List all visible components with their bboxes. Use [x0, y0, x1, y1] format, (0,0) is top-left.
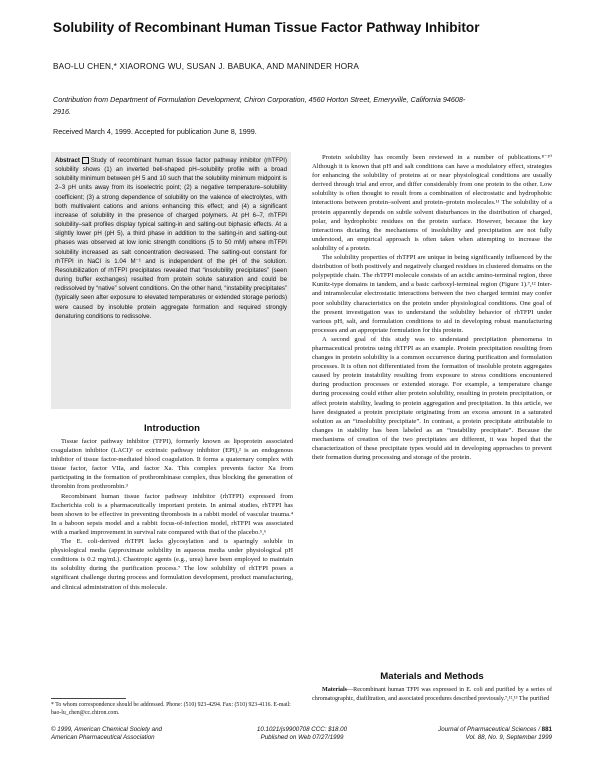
- doi-footer: [232, 726, 372, 742]
- author-list: BAO-LU CHEN,* XIAORONG WU, SUSAN J. BABUKA, AND MANINDER HORA: [53, 62, 360, 71]
- volume-line: Vol. 88, No. 9, September 1999: [465, 734, 552, 742]
- correspondence-footnote: * To whom correspondence should be addressed. Phone: (510) 923-4294. Fax: (510) 923-4116. E-mail: bao-lu_chen@cc.chiron.com.: [51, 702, 291, 717]
- materials-methods-body: [312, 686, 552, 703]
- paragraph: The solubility properties of rhTFPI are unique in being significantly influenced by the distribution of both positively and negatively charged residues in clustered domains on the polypeptide chain. The rhTFPI molecule consists of an acidic amino-terminal region, three Kunitz-type domains in tandem, and a basic carboxyl-terminal region (Figure 1).⁷,¹² Inter- and intramolecular electrostatic interactions between the two charged termini may confer poor solubility characteristics on the protein under physiological conditions. One goal of the present investigation was to understand the solubility behavior of rhTFPI under various pH, salt, and formulation conditions to aid in developing robust manufacturing processes and an appropriate formulation for this protein.: [312, 254, 552, 334]
- abstract: [55, 156, 287, 321]
- paragraph: A second goal of this study was to understand precipitation phenomena in pharmaceutical proteins using rhTFPI as an example. Protein precipitation resulting from changes in protein solubility is a common occurrence during purification and formulation processes. It is often not differentiated from the formation of insoluble protein aggregates caused by protein instability resulting from exposure to stress conditions encountered during production processes or extended storage. For example, a temperature change during processing could either alter protein solubility, resulting in protein precipitation, or affect protein stability, leading to protein aggregation and precipitation. In this article, we have designated a protein precipitate originating from an excess amount in a saturated solution as an “insolubility precipitate”. In contrast, a protein precipitate attributable to changes in stability has been labeled as an “instability precipitate”. Because the mechanisms of creation of the two precipitates are different, it was hoped that the characterization of these precipitate types would aid in developing approaches to prevent their formation during processing and storage of the protein.: [312, 335, 552, 462]
- abstract-text: Study of recombinant human tissue factor pathway inhibitor (rhTFPI) solubility shows (1) an inverted bell-shaped pH–solubility profile with a broad solubility minimum between pH 5 and 10 such that the solubility minimum midpoint is 2–3 pH units away from its isoelectric point; (2) a negative temperature–solubility coefficient; (3) a strong dependence of solubility on the valence of electrolytes, with both multivalent cations and anions enhancing this effect; and (4) a significant increase of solubility in the presence of charged polymers. At pH 6–7, rhTFPI solubility–salt profiles display typical salting-in and salting-out biphasic effects. At a slightly lower pH (pH 5), a third phase in addition to the salting-in and salting-out phases was observed at low ionic strength conditions (5 to 50 mM) where rhTFPI solubility increased as salt concentration decreased. The salting-out constant for rhTFPI in NaCl is 1.04 M⁻¹ and is independent of the pH of the solution. Resolubilization of rhTFPI precipitates revealed that “insolubility precipitates” (seen during buffer exchanges) resulted from protein solute saturation and could be redissolved by “native” solvent conditions. On the other hand, “instability precipitates” (typically seen after exposure to elevated temperatures or extended storage periods) were caused by insoluble protein aggregate formation and required strongly denaturing conditions to redissolve.: [55, 157, 287, 320]
- abstract-label: Abstract: [55, 157, 80, 164]
- paragraph: Recombinant human tissue factor pathway inhibitor (rhTFPI) expressed from Escherichia coli is a pharmaceutically important protein. In animal studies, rhTFPI has been shown to be effective in preventing thrombosis in a rabbit model of vascular trauma.⁴ In a baboon sepsis model and a rabbit focus-of-infection model, rhTFPI was associated with a marked improvement in survival rate compared with that of the placebo.⁵,⁶: [51, 492, 293, 536]
- left-column-body: [51, 437, 293, 592]
- materials-text: —Recombinant human TFPI was expressed in E. coli and purified by a series of chromatographic, diafiltration, and associated procedures described previously.⁷,¹²,¹³ The purified: [312, 687, 552, 702]
- right-column-body: [312, 153, 552, 462]
- doi-line: 10.1021/js9900708 CCC: $18.00: [256, 726, 348, 733]
- materials-lead: Materials: [322, 687, 348, 693]
- affiliation: Contribution from Department of Formulation Development, Chiron Corporation, 4560 Horton Street, Emeryville, California 94608-2916.: [53, 95, 466, 116]
- materials-methods-heading: Materials and Methods: [380, 671, 484, 682]
- footnote-rule: [51, 698, 126, 699]
- journal-name: Journal of Pharmaceutical Sciences /: [438, 726, 540, 733]
- copyright-footer: [51, 726, 221, 742]
- article-title: Solubility of Recombinant Human Tissue Factor Pathway Inhibitor: [53, 20, 480, 35]
- received-dates: Received March 4, 1999. Accepted for publication June 8, 1999.: [53, 127, 257, 136]
- paragraph: Protein solubility has recently been reviewed in a number of publications.⁸⁻¹⁰ Although it is known that pH and salt conditions can have a modulatory effect, strategies for enhancing the solubility of proteins at or near physiological conditions are usually derived through trial and error, and differ considerably from one protein to the other. Low solubility is often thought to result from a combination of electrostatic and hydrophobic interactions between protein–solvent and protein–protein molecules.¹¹ The solubility of a protein apparently depends on subtle solvent disturbances in the distribution of charged, polar, and hydrophobic residues on the protein surface. However, because the key interactions dictating the mechanisms of insolubility and precipitation are not fully understood, an empirical approach is often taken when attempting to increase the solubility of a protein.: [312, 154, 552, 252]
- copyright-line: © 1999, American Chemical Society and: [51, 726, 162, 733]
- journal-footer: [400, 726, 552, 742]
- introduction-heading: Introduction: [144, 423, 200, 434]
- page-number: 881: [541, 726, 552, 733]
- paragraph: The E. coli-derived rhTFPI lacks glycosylation and is sparingly soluble in physiological media (approximate solubility in aqueous media under physiological pH conditions is 0.2 mg/mL). Chaotropic agents (e.g., urea) have been employed to maintain its solubility during the purification process.⁷ The low solubility of rhTFPI poses a significant challenge during process and formulation development, product manufacturing, and clinical administration of this molecule.: [51, 538, 293, 591]
- copyright-line: American Pharmaceutical Association: [51, 734, 155, 742]
- paragraph: Tissue factor pathway inhibitor (TFPI), formerly known as lipoprotein associated coagulation inhibitor (LACI)¹ or extrinsic pathway inhibitor (EPI),² is an endogenous inhibitor of tissue factor-mediated blood coagulation. It forms a quaternary complex with tissue factor, factor VIIa, and factor Xa. This complex prevents factor Xa from participating in the formation of prothrombinase complex, thus blocking the generation of thrombin from prothrombin.³: [51, 438, 293, 491]
- published-line: Published on Web 07/27/1999: [260, 734, 344, 742]
- square-glyph-icon: [82, 157, 89, 164]
